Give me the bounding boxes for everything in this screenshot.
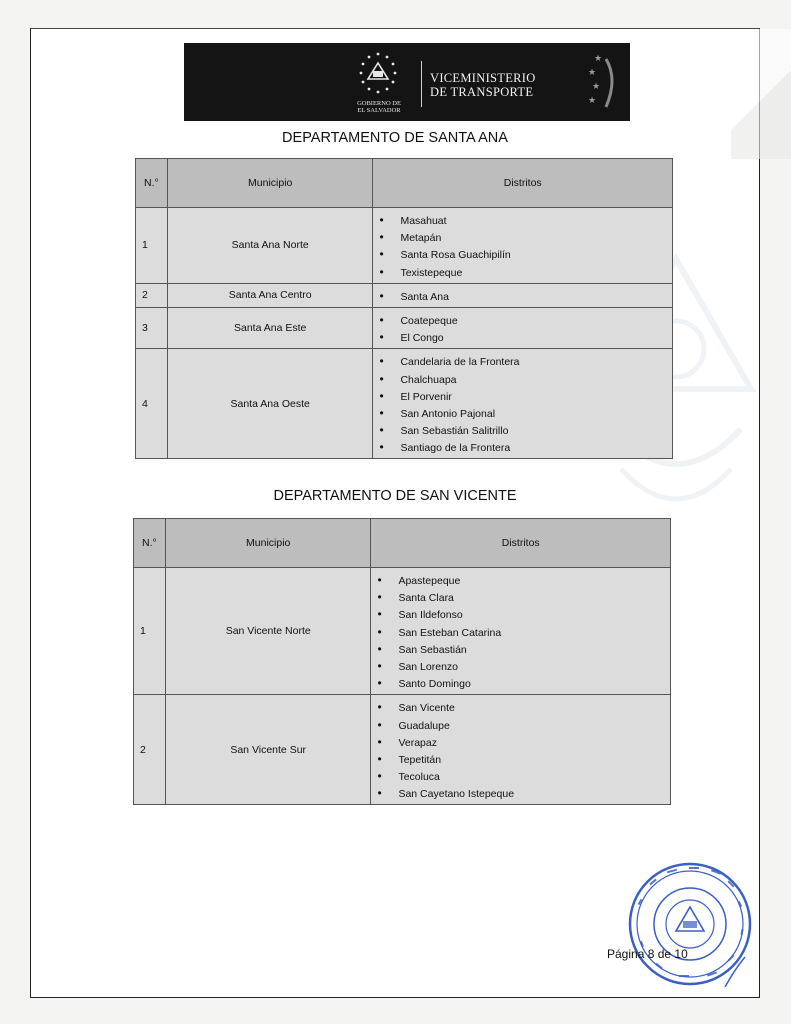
municipio-name: San Vicente Norte bbox=[165, 568, 371, 695]
table-row bbox=[136, 283, 673, 307]
table-row bbox=[136, 208, 673, 284]
distritos-cell bbox=[373, 307, 673, 348]
list-item: • Guadalupe bbox=[377, 717, 670, 734]
distritos-list bbox=[379, 312, 672, 346]
list-item: • Santo Domingo bbox=[377, 675, 670, 692]
list-item: • San Antonio Pajonal bbox=[379, 405, 672, 422]
san-vicente-table bbox=[133, 518, 671, 805]
government-label-line1: GOBIERNO DE bbox=[357, 100, 401, 107]
list-item: • Candelaria de la Frontera bbox=[379, 353, 672, 370]
emblem-icon bbox=[356, 51, 400, 95]
list-item: • San Ildefonso bbox=[377, 606, 670, 623]
list-item: • El Congo bbox=[379, 329, 672, 346]
distritos-list bbox=[379, 212, 672, 281]
santa-ana-table bbox=[135, 158, 673, 459]
column-header-number: N.° bbox=[134, 519, 166, 568]
list-item: • Masahuat bbox=[379, 212, 672, 229]
banner-title bbox=[430, 71, 536, 99]
government-label bbox=[342, 100, 416, 114]
municipio-name: Santa Ana Centro bbox=[167, 283, 373, 307]
row-number: 2 bbox=[134, 695, 166, 805]
list-item: • San Sebastián Salitrillo bbox=[379, 422, 672, 439]
list-item: • Texistepeque bbox=[379, 264, 672, 281]
row-number: 3 bbox=[136, 307, 168, 348]
municipio-name: Santa Ana Norte bbox=[167, 208, 373, 284]
section-title-san-vicente: DEPARTAMENTO DE SAN VICENTE bbox=[273, 488, 517, 504]
list-item: • El Porvenir bbox=[379, 388, 672, 405]
column-header-distritos: Distritos bbox=[373, 159, 673, 208]
municipio-name: Santa Ana Este bbox=[167, 307, 373, 348]
section-title-santa-ana: DEPARTAMENTO DE SANTA ANA bbox=[282, 130, 508, 146]
row-number: 1 bbox=[136, 208, 168, 284]
list-item: • San Sebastián bbox=[377, 641, 670, 658]
list-item: • Verapaz bbox=[377, 734, 670, 751]
table-row bbox=[136, 349, 673, 459]
table-header-row bbox=[134, 519, 671, 568]
column-header-distritos: Distritos bbox=[371, 519, 671, 568]
list-item: • Santa Rosa Guachipilín bbox=[379, 246, 672, 263]
distritos-cell bbox=[373, 349, 673, 459]
municipio-name: San Vicente Sur bbox=[165, 695, 371, 805]
header-banner bbox=[184, 43, 630, 121]
list-item: • Santa Ana bbox=[379, 288, 672, 305]
list-item: • Apastepeque bbox=[377, 572, 670, 589]
row-number: 4 bbox=[136, 349, 168, 459]
table-row bbox=[136, 307, 673, 348]
row-number: 2 bbox=[136, 283, 168, 307]
distritos-list bbox=[377, 699, 670, 802]
svg-text:★: ★ bbox=[588, 96, 597, 106]
table-row bbox=[134, 568, 671, 695]
document-page bbox=[30, 28, 760, 998]
government-label-line2: EL SALVADOR bbox=[357, 107, 401, 114]
banner-title-line2: DE TRANSPORTE bbox=[430, 85, 534, 99]
list-item: • San Lorenzo bbox=[377, 658, 670, 675]
svg-text:★: ★ bbox=[592, 82, 601, 92]
list-item: • Tecoluca bbox=[377, 768, 670, 785]
row-number: 1 bbox=[134, 568, 166, 695]
list-item: • Tepetitán bbox=[377, 751, 670, 768]
table-row bbox=[134, 695, 671, 805]
municipio-name: Santa Ana Oeste bbox=[167, 349, 373, 459]
page-number: Página 8 de 10 bbox=[607, 947, 688, 961]
list-item: • Metapán bbox=[379, 229, 672, 246]
distritos-list bbox=[379, 288, 672, 305]
column-header-municipio: Municipio bbox=[165, 519, 371, 568]
column-header-number: N.° bbox=[136, 159, 168, 208]
official-seal-stamp bbox=[627, 861, 753, 987]
column-header-municipio: Municipio bbox=[167, 159, 373, 208]
distritos-cell bbox=[371, 568, 671, 695]
table-header-row bbox=[136, 159, 673, 208]
banner-title-line1: VICEMINISTERIO bbox=[430, 71, 536, 85]
distritos-list bbox=[379, 353, 672, 456]
list-item: • San Esteban Catarina bbox=[377, 624, 670, 641]
svg-text:★: ★ bbox=[594, 54, 603, 64]
distritos-cell bbox=[371, 695, 671, 805]
svg-text:★: ★ bbox=[588, 68, 597, 78]
list-item: • San Cayetano Istepeque bbox=[377, 785, 670, 802]
stars-decoration-icon bbox=[586, 49, 622, 115]
list-item: • Santa Clara bbox=[377, 589, 670, 606]
list-item: • San Vicente bbox=[377, 699, 670, 716]
banner-divider bbox=[421, 61, 422, 107]
list-item: • Coatepeque bbox=[379, 312, 672, 329]
list-item: • Santiago de la Frontera bbox=[379, 439, 672, 456]
distritos-cell bbox=[373, 208, 673, 284]
list-item: • Chalchuapa bbox=[379, 371, 672, 388]
distritos-cell bbox=[373, 283, 673, 307]
distritos-list bbox=[377, 572, 670, 692]
